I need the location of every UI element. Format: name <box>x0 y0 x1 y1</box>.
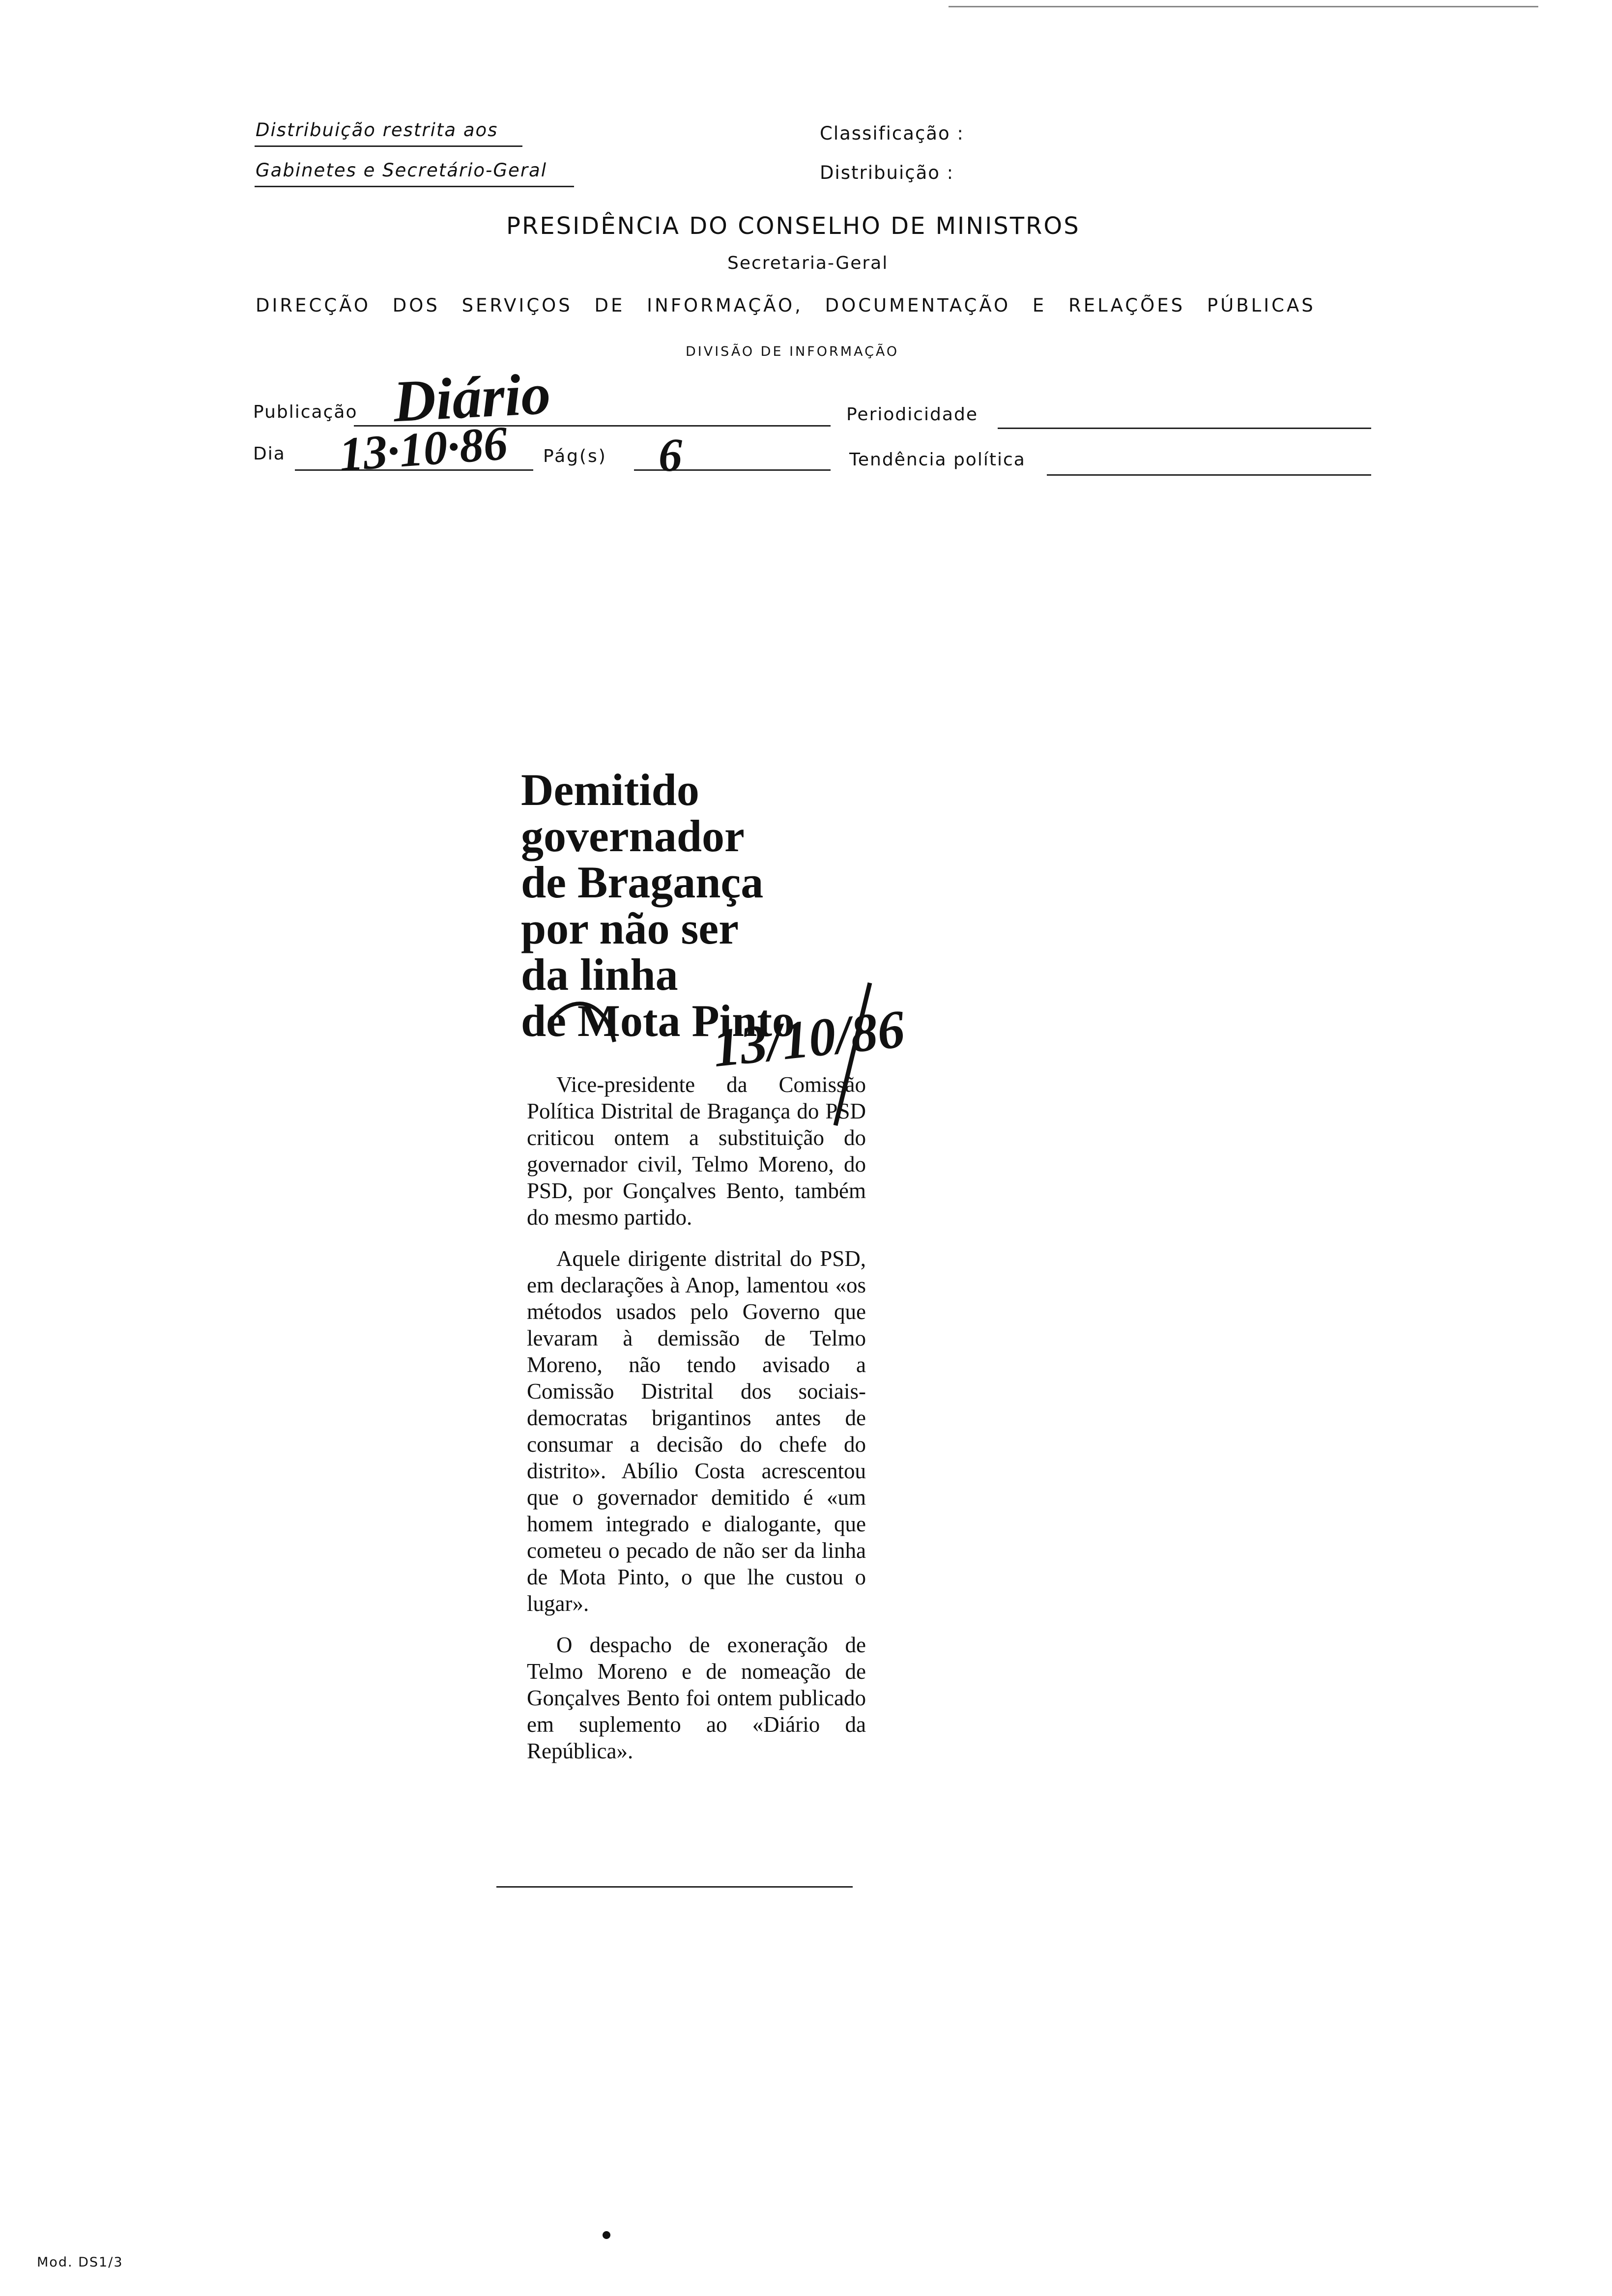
headline-line-4: por não ser <box>521 903 739 953</box>
tendencia-fill-line <box>1047 474 1371 476</box>
article-end-rule <box>496 1886 853 1888</box>
footer-dot <box>603 2231 610 2239</box>
clipping-handwritten-date: 13/10/86 <box>710 998 908 1079</box>
restricted-distribution-line2: Gabinetes e Secretário-Geral <box>256 160 547 181</box>
headline-line-3: de Bragança <box>521 857 764 907</box>
publicacao-handwritten: Diário <box>391 360 552 434</box>
article-body <box>527 1071 866 1764</box>
page-title: PRESIDÊNCIA DO CONSELHO DE MINISTROS <box>506 212 1080 240</box>
headline-line-6: de Mota Pinto <box>521 996 795 1046</box>
periodicidade-fill-line <box>998 428 1371 429</box>
dia-label: Dia <box>253 444 286 464</box>
pag-handwritten: 6 <box>659 429 682 481</box>
dia-handwritten: 13·10·86 <box>337 417 510 482</box>
clipping-headline <box>521 767 875 1044</box>
headline-line-5: da linha <box>521 949 678 1000</box>
newspaper-clipping <box>521 767 875 1044</box>
headline-line-1: Demitido <box>521 765 699 815</box>
tendencia-label: Tendência política <box>849 450 1026 470</box>
classificacao-label: Classificação : <box>820 123 964 144</box>
direccao-line: DIRECÇÃO DOS SERVIÇOS DE INFORMAÇÃO, DOCUMENTAÇÃO E RELAÇÕES PÚBLICAS <box>256 295 1316 316</box>
restricted-underline-1 <box>255 145 522 147</box>
restricted-underline-2 <box>255 186 574 187</box>
pag-label: Pág(s) <box>543 446 607 466</box>
distribuicao-label: Distribuição : <box>820 162 954 183</box>
top-edge-line <box>949 6 1538 7</box>
headline-line-2: governador <box>521 811 745 861</box>
restricted-distribution-line1: Distribuição restrita aos <box>256 119 498 141</box>
form-code: Mod. DS1/3 <box>37 2255 123 2270</box>
divisao-line: DIVISÃO DE INFORMAÇÃO <box>686 344 899 359</box>
periodicidade-label: Periodicidade <box>846 404 978 425</box>
publicacao-label: Publicação <box>253 402 358 422</box>
page-subtitle: Secretaria-Geral <box>727 253 889 273</box>
article-paragraph-1: Vice-presidente da Comissão Política Distrital de Bragança do PSD criticou ontem a substituição do governador civil, Telmo Moreno, do PSD, por Gonçalves Bento, também do mesmo partido. <box>527 1072 866 1230</box>
article-paragraph-2: Aquele dirigente distrital do PSD, em declarações à Anop, lamentou «os métodos usados pelo Governo que levaram à demissão de Telmo Moreno, não tendo avisado a Comissão Distrital dos sociais-democratas brigantinos antes de consumar a decisão do chefe do distrito». Abílio Costa acrescentou que o governador demitido é «um homem integrado e dialogante, que cometeu o pecado de não ser da linha de Mota Pinto, o que lhe custou o lugar». <box>527 1246 866 1616</box>
article-paragraph-3: O despacho de exoneração de Telmo Moreno e de nomeação de Gonçalves Bento foi ontem publicado em suplemento ao «Diário da República». <box>527 1633 866 1763</box>
